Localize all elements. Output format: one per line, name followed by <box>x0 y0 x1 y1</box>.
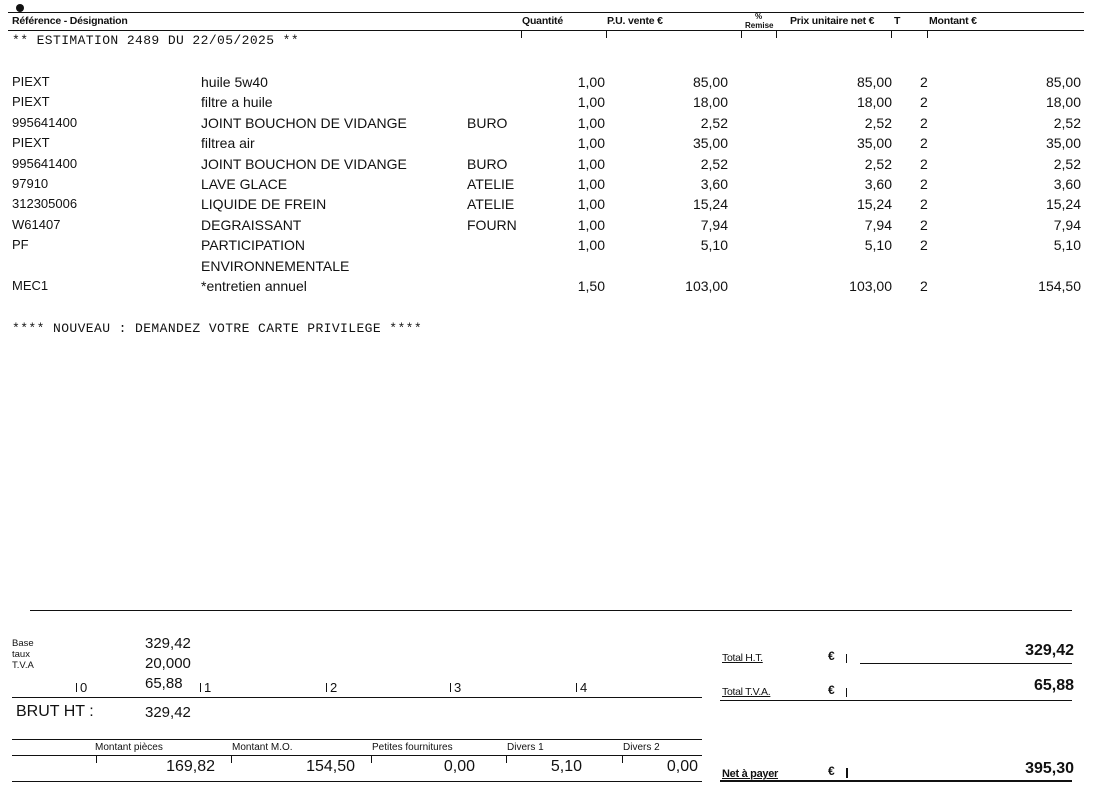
row-net: 2,52 <box>864 114 892 131</box>
row-designation: *entretien annuel <box>201 278 307 294</box>
col-tick <box>741 30 742 38</box>
row-qty: 1,00 <box>577 196 605 213</box>
breakdown-rule <box>12 739 702 740</box>
row-pu: 5,10 <box>700 237 728 254</box>
breakdown-mid-rule <box>12 755 702 756</box>
total-tva-label: Total T.V.A. <box>722 686 771 698</box>
row-t: 2 <box>920 278 928 294</box>
slot-tick <box>450 683 451 692</box>
row-ref: 995641400 <box>12 114 78 130</box>
breakdown-value: 0,00 <box>666 758 698 775</box>
breakdown-tick <box>96 755 97 763</box>
col-header-remise: Remise <box>745 21 774 30</box>
row-t: 2 <box>920 155 928 172</box>
net-rule <box>720 780 1072 782</box>
estimate-line: ** ESTIMATION 2489 DU 22/05/2025 ** <box>12 33 300 48</box>
col-header-pu: P.U. vente € <box>607 15 663 27</box>
row-t: 2 <box>920 114 928 131</box>
row-pu: 3,60 <box>700 176 728 192</box>
row-pu: 103,00 <box>685 278 728 294</box>
total-tva-value: 65,88 <box>1033 677 1074 694</box>
row-t: 2 <box>920 196 928 213</box>
row-ref: 97910 <box>12 176 49 191</box>
row-designation: PARTICIPATION <box>201 237 305 254</box>
breakdown-label: Montant M.O. <box>232 742 293 753</box>
breakdown-tick <box>231 755 232 763</box>
row-designation: LIQUIDE DE FREIN <box>201 196 327 213</box>
total-ht-label: Total H.T. <box>722 652 763 664</box>
col-header-remise-pct: % <box>755 12 763 21</box>
row-montant: 85,00 <box>1045 74 1081 90</box>
col-header-ref: Référence - Désignation <box>12 15 128 27</box>
row-t: 2 <box>920 176 928 192</box>
row-ref: 312305006 <box>12 196 78 212</box>
vat-taux-value: 20,000 <box>145 655 191 672</box>
breakdown-value: 169,82 <box>166 758 215 775</box>
row-t: 2 <box>920 237 928 254</box>
row-net: 18,00 <box>856 94 892 111</box>
vat-label-base: Base <box>12 638 34 649</box>
header-bottom-rule <box>8 30 1084 31</box>
row-designation: filtrea air <box>201 135 255 152</box>
row-montant: 2,52 <box>1053 114 1081 131</box>
vat-tva-value: 65,88 <box>145 675 183 692</box>
row-extra: BURO <box>467 114 508 131</box>
row-ref: PF <box>12 237 29 253</box>
row-qty: 1,00 <box>577 135 605 152</box>
breakdown-label: Divers 2 <box>623 742 660 753</box>
col-header-prix-net: Prix unitaire net € <box>790 15 875 27</box>
row-net: 3,60 <box>864 176 892 192</box>
slot-tick <box>76 683 77 692</box>
brut-label: BRUT HT : <box>16 703 94 720</box>
row-extra: FOURN <box>467 216 517 233</box>
row-qty: 1,50 <box>577 278 605 294</box>
row-qty: 1,00 <box>577 74 605 90</box>
row-extra: ATELIE <box>467 196 515 213</box>
row-ref: PIEXT <box>12 135 50 151</box>
vat-base-value: 329,42 <box>145 635 191 652</box>
row-ref: 995641400 <box>12 155 78 171</box>
row-montant: 5,10 <box>1053 237 1081 254</box>
col-tick <box>891 30 892 38</box>
row-qty: 1,00 <box>577 237 605 254</box>
row-qty: 1,00 <box>577 114 605 131</box>
col-header-t: T <box>894 15 901 27</box>
slot-label: 2 <box>330 680 338 695</box>
total-ht-value: 329,42 <box>1025 642 1074 659</box>
vat-rule <box>12 697 702 698</box>
total-ht-tick <box>846 654 847 663</box>
brut-value: 329,42 <box>145 704 191 721</box>
net-label: Net à payer <box>722 768 779 780</box>
col-header-qty: Quantité <box>522 15 563 27</box>
row-extra: ATELIE <box>467 176 515 192</box>
row-montant: 3,60 <box>1053 176 1081 192</box>
row-net: 2,52 <box>864 155 892 172</box>
header-marker-icon <box>16 4 24 12</box>
total-ht-rule <box>860 663 1072 664</box>
slot-label: 4 <box>580 680 588 695</box>
row-net: 103,00 <box>849 278 892 294</box>
breakdown-label: Petites fournitures <box>372 742 453 753</box>
breakdown-value: 154,50 <box>306 758 355 775</box>
total-ht-currency: € <box>828 649 835 663</box>
row-montant: 154,50 <box>1038 278 1081 294</box>
row-designation: LAVE GLACE <box>201 176 288 192</box>
row-pu: 85,00 <box>692 74 728 90</box>
row-qty: 1,00 <box>577 216 605 233</box>
row-net: 7,94 <box>864 216 892 233</box>
total-tva-currency: € <box>828 683 835 697</box>
row-pu: 35,00 <box>692 135 728 152</box>
row-net: 15,24 <box>856 196 892 213</box>
row-designation: JOINT BOUCHON DE VIDANGE <box>201 114 407 131</box>
promo-line: **** NOUVEAU : DEMANDEZ VOTRE CARTE PRIVILEGE **** <box>12 321 423 336</box>
row-pu: 18,00 <box>692 94 728 111</box>
row-pu: 2,52 <box>700 155 728 172</box>
breakdown-value: 0,00 <box>443 758 475 775</box>
vat-label-tva: T.V.A <box>12 660 34 671</box>
row-extra: BURO <box>467 155 508 172</box>
vat-label-taux: taux <box>12 649 30 660</box>
breakdown-label: Montant pièces <box>95 742 163 753</box>
col-tick <box>606 30 607 38</box>
col-tick <box>927 30 928 38</box>
row-designation: huile 5w40 <box>201 74 268 90</box>
total-tva-rule <box>720 700 1072 701</box>
row-t: 2 <box>920 216 928 233</box>
col-tick <box>521 30 522 38</box>
breakdown-label: Divers 1 <box>507 742 544 753</box>
row-net: 85,00 <box>856 74 892 90</box>
row-t: 2 <box>920 74 928 90</box>
net-tick <box>846 768 848 778</box>
row-montant: 18,00 <box>1045 94 1081 111</box>
row-designation: filtre a huile <box>201 94 273 111</box>
row-t: 2 <box>920 94 928 111</box>
total-tva-tick <box>846 688 847 697</box>
header-top-rule <box>8 12 1084 13</box>
row-ref: PIEXT <box>12 94 50 110</box>
breakdown-value: 5,10 <box>550 758 582 775</box>
breakdown-tick <box>371 755 372 763</box>
slot-label: 3 <box>454 680 462 695</box>
slot-label: 0 <box>80 680 88 695</box>
slot-tick <box>200 683 201 692</box>
row-montant: 2,52 <box>1053 155 1081 172</box>
breakdown-bottom-rule <box>12 781 702 782</box>
footer-top-rule <box>30 610 1072 611</box>
row-net: 5,10 <box>864 237 892 254</box>
row-pu: 15,24 <box>692 196 728 213</box>
slot-label: 1 <box>204 680 212 695</box>
row-designation: ENVIRONNEMENTALE <box>201 257 350 274</box>
row-qty: 1,00 <box>577 94 605 111</box>
row-net: 35,00 <box>856 135 892 152</box>
col-tick <box>776 30 777 38</box>
slot-tick <box>326 683 327 692</box>
slot-tick <box>576 683 577 692</box>
net-currency: € <box>828 764 835 778</box>
row-montant: 15,24 <box>1045 196 1081 213</box>
row-pu: 2,52 <box>700 114 728 131</box>
row-qty: 1,00 <box>577 155 605 172</box>
net-value: 395,30 <box>1025 760 1074 777</box>
row-ref: PIEXT <box>12 74 50 89</box>
row-t: 2 <box>920 135 928 152</box>
row-montant: 35,00 <box>1045 135 1081 152</box>
row-qty: 1,00 <box>577 176 605 192</box>
row-designation: JOINT BOUCHON DE VIDANGE <box>201 155 407 172</box>
col-header-montant: Montant € <box>929 15 977 27</box>
row-designation: DEGRAISSANT <box>201 216 302 233</box>
row-montant: 7,94 <box>1053 216 1081 233</box>
row-ref: MEC1 <box>12 278 49 293</box>
row-pu: 7,94 <box>700 216 728 233</box>
row-ref: W61407 <box>12 216 61 232</box>
